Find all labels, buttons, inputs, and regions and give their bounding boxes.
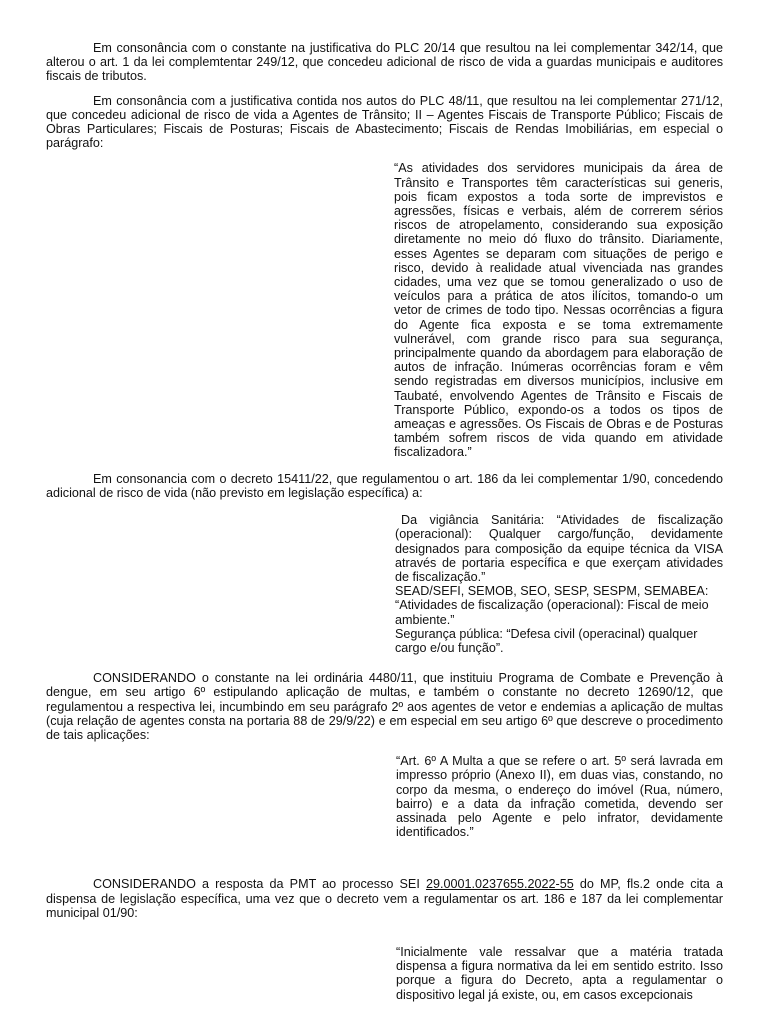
paragraph-plc-20-14: Em consonância com o constante na justificativa do PLC 20/14 que resultou na lei complementar 342/14, que alterou o art. 1 da lei complemtentar 249/12, que concedeu adicional de risco de vida a guardas municipais e auditores fiscais de tributos. [46,41,723,84]
paragraph-plc-48-11: Em consonância com a justificativa contida nos autos do PLC 48/11, que resultou na lei complementar 271/12, que concedeu adicional de risco de vida a Agentes de Trânsito; II – Agentes Fiscais de Transporte Público; Fiscais de Obras Particulares; Fiscais de Posturas; Fiscais de Abastecimento; Fiscais de Rendas Imobiliárias, em especial o parágrafo: [46,93,723,151]
quote-transito-transportes: “As atividades dos servidores municipais da área de Trânsito e Transportes têm características sui generis, pois ficam expostos a toda sorte de imprevistos e agressões, físicas e verbais, além de correrem sérios riscos de atropelamento, considerando sua exposição diretamente no meio dó fluxo do trânsito. Diariamente, esses Agentes se deparam com situações de perigo e risco, devido à realidade atual vivenciada nas grandes cidades, uma vez que se tomou generalizado o uso de veículos para a prática de atos ilícitos, tomando-o um vetor de crimes de todo tipo. Nessas ocorrências a figura do Agente fica exposta e se toma extremamente vulnerável, com grande risco para sua segurança, principalmente quando da abordagem para elaboração de autos de infração. Inúmeras ocorrências foram e vêm sendo registradas em diversos municípios, inclusive em Taubaté, envolvendo Agentes de Trânsito e Fiscais de Transporte Público, expondo-os a todos os tipos de ameaças e agressões. Os Fiscais de Obras e de Posturas também sofrem riscos de vida quando em atividade fiscalizadora.” [394,161,723,460]
quote-block-vigilancia [395,513,723,655]
quote-fiscal-meio-ambiente: “Atividades de fiscalização (operacional): Fiscal de meio ambiente.” [395,598,709,627]
quote-art-6-multa: “Art. 6º A Multa a que se refere o art. 5º será lavrada em impresso próprio (Anexo II), em duas vias, constando, no corpo da mesma, o endereço do imóvel (Rua, número, bairro) e a data da infração cometida, devendo ser assinada pelo Agente e pelo infrator, devidamente identificados.” [396,754,723,840]
paragraph-decreto-15411: Em consonancia com o decreto 15411/22, que regulamentou o art. 186 da lei complementar 1/90, concedendo adicional de risco de vida (não previsto em legislação específica) a: [46,471,723,500]
paragraph-lei-4480: CONSIDERANDO o constante na lei ordinária 4480/11, que instituiu Programa de Combate e Prevenção à dengue, em seu artigo 6º estipulando aplicação de multas, e também o constante no decreto 12690/12, que regulamentou a respectiva lei, incumbindo em seu parágrafo 2º aos agentes de vetor e endemias a aplicação de multas (cuja relação de agentes consta na portaria 88 de 29/9/22) e em especial em seu artigo 6º que descreve o procedimento de tais aplicações: [46,671,723,742]
quote-secretarias: SEAD/SEFI, SEMOB, SEO, SESP, SESPM, SEMABEA: [395,584,709,599]
sei-process-link[interactable]: 29.0001.0237655.2022-55 [425,877,574,892]
paragraph-text-after-link: do MP, fls.2 onde cita a dispensa de legislação específica, uma vez que o decreto vem a regulamentar os art. 186 e 187 da lei complementar municipal 01/90: [46,877,724,920]
paragraph-resposta-pmt [46,877,723,920]
quote-inicialmente: “Inicialmente vale ressalvar que a matéria tratada dispensa a figura normativa da lei em sentido estrito. Isso porque a figura do Decreto, apta a regulamentar o dispositivo legal já existe, ou, em casos excepcionais [396,944,723,1002]
quote-seguranca-publica: Segurança pública: “Defesa civil (operacinal) qualquer cargo e/ou função”. [395,626,698,655]
paragraph-text-before-link: CONSIDERANDO a resposta da PMT ao processo SEI [93,877,426,892]
quote-vigilancia-sanitaria: Da vigiância Sanitária: “Atividades de fiscalização (operacional): Qualquer cargo/função, devidamente designados para composição da equipe técnica da VISA através de portaria específica e que exerçam atividades de fiscalização.” [395,513,723,584]
